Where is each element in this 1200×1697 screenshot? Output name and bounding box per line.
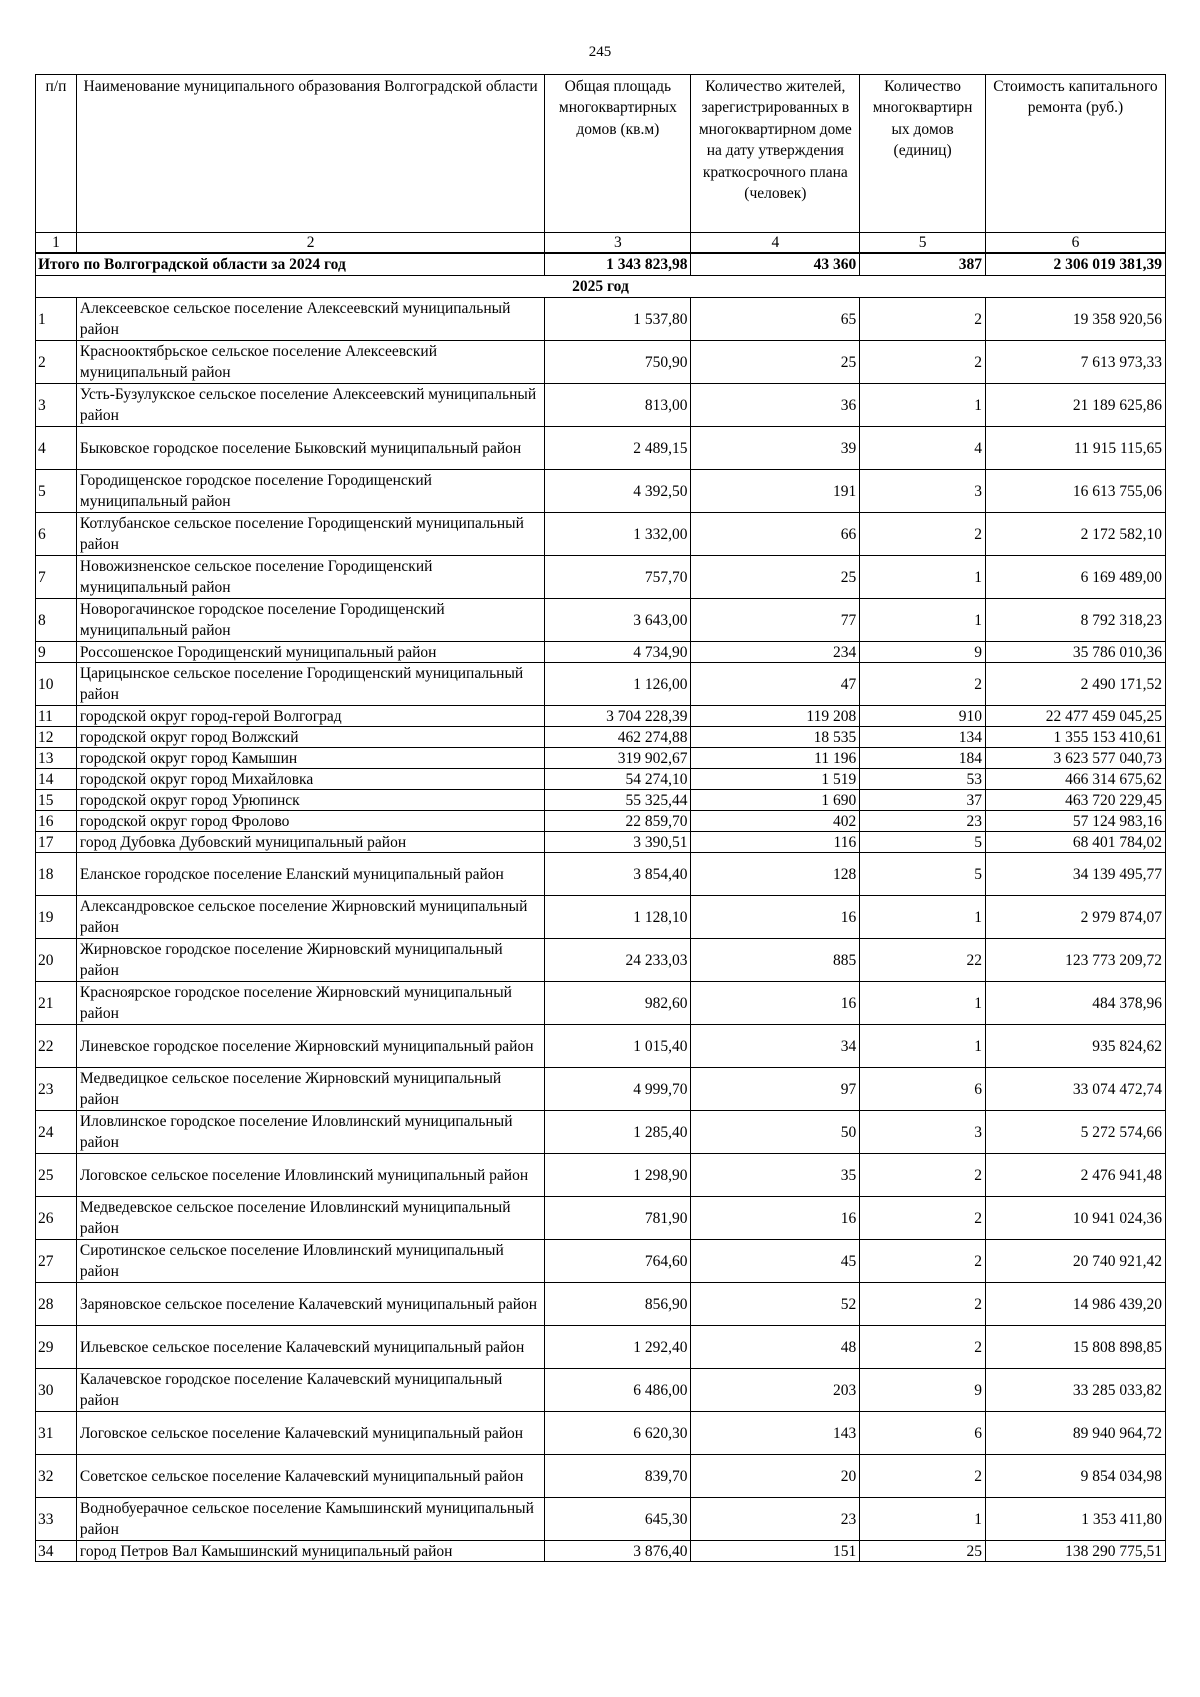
- row-cost: 3 623 577 040,73: [985, 748, 1165, 769]
- row-municipality: Заряновское сельское поселение Калачевский муниципальный район: [76, 1283, 544, 1326]
- row-area: 319 902,67: [545, 748, 691, 769]
- row-houses: 2: [860, 1326, 986, 1369]
- row-municipality: Красноярское городское поселение Жирновский муниципальный район: [76, 982, 544, 1025]
- capital-repair-table: [35, 74, 1166, 1562]
- row-number: 34: [36, 1541, 77, 1562]
- row-municipality: городской округ город Михайловка: [76, 769, 544, 790]
- row-area: 813,00: [545, 384, 691, 427]
- table-row: [36, 853, 1166, 896]
- column-number: 1: [36, 233, 77, 254]
- row-area: 55 325,44: [545, 790, 691, 811]
- row-residents: 143: [691, 1412, 860, 1455]
- row-residents: 116: [691, 832, 860, 853]
- header-residents: Количество жителей, зарегистрированных в многоквартирном доме на дату утверждения краткосрочного плана (человек): [691, 75, 860, 233]
- row-cost: 21 189 625,86: [985, 384, 1165, 427]
- total-houses: 387: [860, 253, 986, 276]
- row-residents: 16: [691, 982, 860, 1025]
- row-municipality: городской округ город Волжский: [76, 727, 544, 748]
- row-residents: 885: [691, 939, 860, 982]
- row-number: 13: [36, 748, 77, 769]
- row-houses: 2: [860, 1154, 986, 1197]
- row-houses: 1: [860, 599, 986, 642]
- table-row: [36, 599, 1166, 642]
- row-municipality: Калачевское городское поселение Калачевский муниципальный район: [76, 1369, 544, 1412]
- table-row: [36, 896, 1166, 939]
- table-row: [36, 427, 1166, 470]
- row-houses: 4: [860, 427, 986, 470]
- row-cost: 2 490 171,52: [985, 663, 1165, 706]
- row-houses: 2: [860, 663, 986, 706]
- table-row: [36, 1412, 1166, 1455]
- row-area: 54 274,10: [545, 769, 691, 790]
- row-houses: 5: [860, 832, 986, 853]
- row-residents: 52: [691, 1283, 860, 1326]
- column-number: 5: [860, 233, 986, 254]
- table-row: [36, 384, 1166, 427]
- column-number: 2: [76, 233, 544, 254]
- row-houses: 2: [860, 341, 986, 384]
- row-number: 10: [36, 663, 77, 706]
- row-cost: 2 476 941,48: [985, 1154, 1165, 1197]
- row-municipality: Алексеевское сельское поселение Алексеевский муниципальный район: [76, 298, 544, 341]
- row-municipality: Россошенское Городищенский муниципальный район: [76, 642, 544, 663]
- row-residents: 203: [691, 1369, 860, 1412]
- row-number: 32: [36, 1455, 77, 1498]
- row-residents: 39: [691, 427, 860, 470]
- row-residents: 23: [691, 1498, 860, 1541]
- column-number: 6: [985, 233, 1165, 254]
- row-cost: 33 285 033,82: [985, 1369, 1165, 1412]
- row-houses: 2: [860, 513, 986, 556]
- table-row: [36, 1111, 1166, 1154]
- row-houses: 23: [860, 811, 986, 832]
- table-row: [36, 1541, 1166, 1562]
- row-residents: 47: [691, 663, 860, 706]
- header-area: Общая площадь многоквартирных домов (кв.м): [545, 75, 691, 233]
- row-houses: 1: [860, 384, 986, 427]
- table-row: [36, 663, 1166, 706]
- total-row: [36, 253, 1166, 276]
- row-area: 781,90: [545, 1197, 691, 1240]
- row-number: 12: [36, 727, 77, 748]
- row-residents: 16: [691, 1197, 860, 1240]
- row-number: 8: [36, 599, 77, 642]
- header-houses: Количество многоквартирн ых домов (единиц): [860, 75, 986, 233]
- row-municipality: город Петров Вал Камышинский муниципальный район: [76, 1541, 544, 1562]
- row-number: 18: [36, 853, 77, 896]
- row-area: 1 298,90: [545, 1154, 691, 1197]
- row-municipality: городской округ город-герой Волгоград: [76, 706, 544, 727]
- row-area: 982,60: [545, 982, 691, 1025]
- row-area: 22 859,70: [545, 811, 691, 832]
- table-row: [36, 706, 1166, 727]
- row-municipality: Иловлинское городское поселение Иловлинский муниципальный район: [76, 1111, 544, 1154]
- page-number: 245: [588, 44, 612, 60]
- table-row: [36, 1240, 1166, 1283]
- row-cost: 15 808 898,85: [985, 1326, 1165, 1369]
- row-houses: 2: [860, 298, 986, 341]
- row-area: 1 292,40: [545, 1326, 691, 1369]
- row-residents: 50: [691, 1111, 860, 1154]
- row-residents: 1 690: [691, 790, 860, 811]
- row-municipality: Городищенское городское поселение Городищенский муниципальный район: [76, 470, 544, 513]
- row-cost: 14 986 439,20: [985, 1283, 1165, 1326]
- row-residents: 97: [691, 1068, 860, 1111]
- row-municipality: Ильевское сельское поселение Калачевский муниципальный район: [76, 1326, 544, 1369]
- row-houses: 5: [860, 853, 986, 896]
- row-area: 4 392,50: [545, 470, 691, 513]
- row-number: 31: [36, 1412, 77, 1455]
- row-residents: 25: [691, 556, 860, 599]
- row-houses: 22: [860, 939, 986, 982]
- row-municipality: Новорогачинское городское поселение Городищенский муниципальный район: [76, 599, 544, 642]
- year-row: [36, 276, 1166, 298]
- row-area: 3 854,40: [545, 853, 691, 896]
- row-houses: 2: [860, 1197, 986, 1240]
- row-residents: 402: [691, 811, 860, 832]
- row-houses: 9: [860, 642, 986, 663]
- row-number: 23: [36, 1068, 77, 1111]
- row-number: 9: [36, 642, 77, 663]
- row-houses: 37: [860, 790, 986, 811]
- row-houses: 1: [860, 982, 986, 1025]
- row-residents: 77: [691, 599, 860, 642]
- row-number: 15: [36, 790, 77, 811]
- table-row: [36, 939, 1166, 982]
- row-houses: 6: [860, 1412, 986, 1455]
- row-residents: 119 208: [691, 706, 860, 727]
- row-area: 764,60: [545, 1240, 691, 1283]
- row-municipality: городской округ город Фролово: [76, 811, 544, 832]
- row-municipality: городской округ город Урюпинск: [76, 790, 544, 811]
- row-cost: 35 786 010,36: [985, 642, 1165, 663]
- row-cost: 6 169 489,00: [985, 556, 1165, 599]
- row-number: 22: [36, 1025, 77, 1068]
- row-municipality: Краснооктябрьское сельское поселение Алексеевский муниципальный район: [76, 341, 544, 384]
- row-number: 19: [36, 896, 77, 939]
- row-area: 3 704 228,39: [545, 706, 691, 727]
- row-cost: 2 172 582,10: [985, 513, 1165, 556]
- header-municipality: Наименование муниципального образования Волгоградской области: [76, 75, 544, 233]
- table-row: [36, 832, 1166, 853]
- row-municipality: Линевское городское поселение Жирновский муниципальный район: [76, 1025, 544, 1068]
- row-residents: 35: [691, 1154, 860, 1197]
- table-row: [36, 1369, 1166, 1412]
- row-residents: 45: [691, 1240, 860, 1283]
- row-cost: 463 720 229,45: [985, 790, 1165, 811]
- row-residents: 34: [691, 1025, 860, 1068]
- row-number: 25: [36, 1154, 77, 1197]
- row-municipality: Новожизненское сельское поселение Городищенский муниципальный район: [76, 556, 544, 599]
- row-area: 645,30: [545, 1498, 691, 1541]
- row-area: 839,70: [545, 1455, 691, 1498]
- row-cost: 16 613 755,06: [985, 470, 1165, 513]
- row-number: 28: [36, 1283, 77, 1326]
- row-houses: 134: [860, 727, 986, 748]
- row-area: 856,90: [545, 1283, 691, 1326]
- row-residents: 66: [691, 513, 860, 556]
- row-area: 1 126,00: [545, 663, 691, 706]
- row-area: 3 643,00: [545, 599, 691, 642]
- row-houses: 2: [860, 1283, 986, 1326]
- row-cost: 33 074 472,74: [985, 1068, 1165, 1111]
- row-municipality: Медведицкое сельское поселение Жирновский муниципальный район: [76, 1068, 544, 1111]
- header-row: [36, 75, 1166, 233]
- row-residents: 11 196: [691, 748, 860, 769]
- row-area: 1 015,40: [545, 1025, 691, 1068]
- row-municipality: город Дубовка Дубовский муниципальный район: [76, 832, 544, 853]
- row-residents: 65: [691, 298, 860, 341]
- row-cost: 20 740 921,42: [985, 1240, 1165, 1283]
- table-row: [36, 298, 1166, 341]
- row-municipality: Царицынское сельское поселение Городищенский муниципальный район: [76, 663, 544, 706]
- row-houses: 910: [860, 706, 986, 727]
- row-cost: 935 824,62: [985, 1025, 1165, 1068]
- header-number: п/п: [36, 75, 77, 233]
- row-area: 24 233,03: [545, 939, 691, 982]
- row-area: 6 486,00: [545, 1369, 691, 1412]
- row-municipality: Жирновское городское поселение Жирновский муниципальный район: [76, 939, 544, 982]
- row-cost: 138 290 775,51: [985, 1541, 1165, 1562]
- row-houses: 25: [860, 1541, 986, 1562]
- row-municipality: Усть-Бузулукское сельское поселение Алексеевский муниципальный район: [76, 384, 544, 427]
- row-number: 6: [36, 513, 77, 556]
- column-numbers-row: [36, 233, 1166, 254]
- row-cost: 484 378,96: [985, 982, 1165, 1025]
- row-cost: 34 139 495,77: [985, 853, 1165, 896]
- row-cost: 8 792 318,23: [985, 599, 1165, 642]
- row-cost: 10 941 024,36: [985, 1197, 1165, 1240]
- row-residents: 25: [691, 341, 860, 384]
- row-number: 27: [36, 1240, 77, 1283]
- row-residents: 151: [691, 1541, 860, 1562]
- total-cost: 2 306 019 381,39: [985, 253, 1165, 276]
- row-municipality: Медведевское сельское поселение Иловлинский муниципальный район: [76, 1197, 544, 1240]
- row-cost: 19 358 920,56: [985, 298, 1165, 341]
- row-municipality: Логовское сельское поселение Иловлинский муниципальный район: [76, 1154, 544, 1197]
- row-residents: 36: [691, 384, 860, 427]
- row-houses: 1: [860, 896, 986, 939]
- row-municipality: Александровское сельское поселение Жирновский муниципальный район: [76, 896, 544, 939]
- row-number: 14: [36, 769, 77, 790]
- row-number: 1: [36, 298, 77, 341]
- row-number: 33: [36, 1498, 77, 1541]
- table-row: [36, 1197, 1166, 1240]
- row-houses: 1: [860, 1498, 986, 1541]
- row-houses: 2: [860, 1455, 986, 1498]
- table-row: [36, 769, 1166, 790]
- row-cost: 68 401 784,02: [985, 832, 1165, 853]
- row-area: 6 620,30: [545, 1412, 691, 1455]
- row-number: 4: [36, 427, 77, 470]
- row-area: 1 332,00: [545, 513, 691, 556]
- row-area: 757,70: [545, 556, 691, 599]
- row-cost: 11 915 115,65: [985, 427, 1165, 470]
- table-row: [36, 513, 1166, 556]
- table-row: [36, 1025, 1166, 1068]
- row-number: 24: [36, 1111, 77, 1154]
- table-row: [36, 642, 1166, 663]
- row-municipality: Сиротинское сельское поселение Иловлинский муниципальный район: [76, 1240, 544, 1283]
- total-residents: 43 360: [691, 253, 860, 276]
- row-cost: 9 854 034,98: [985, 1455, 1165, 1498]
- row-cost: 1 353 411,80: [985, 1498, 1165, 1541]
- row-residents: 16: [691, 896, 860, 939]
- table-row: [36, 1455, 1166, 1498]
- table-row: [36, 727, 1166, 748]
- row-area: 2 489,15: [545, 427, 691, 470]
- row-number: 7: [36, 556, 77, 599]
- row-area: 750,90: [545, 341, 691, 384]
- row-cost: 1 355 153 410,61: [985, 727, 1165, 748]
- total-label: Итого по Волгоградской области за 2024 год: [36, 253, 545, 276]
- row-municipality: Еланское городское поселение Еланский муниципальный район: [76, 853, 544, 896]
- row-number: 11: [36, 706, 77, 727]
- row-residents: 191: [691, 470, 860, 513]
- row-cost: 466 314 675,62: [985, 769, 1165, 790]
- row-number: 20: [36, 939, 77, 982]
- table-row: [36, 470, 1166, 513]
- row-number: 3: [36, 384, 77, 427]
- table-row: [36, 556, 1166, 599]
- row-municipality: Быковское городское поселение Быковский муниципальный район: [76, 427, 544, 470]
- table-row: [36, 1283, 1166, 1326]
- row-houses: 6: [860, 1068, 986, 1111]
- total-area: 1 343 823,98: [545, 253, 691, 276]
- column-number: 3: [545, 233, 691, 254]
- row-number: 5: [36, 470, 77, 513]
- row-residents: 20: [691, 1455, 860, 1498]
- row-area: 3 876,40: [545, 1541, 691, 1562]
- table-row: [36, 982, 1166, 1025]
- row-houses: 53: [860, 769, 986, 790]
- row-residents: 234: [691, 642, 860, 663]
- row-number: 30: [36, 1369, 77, 1412]
- row-houses: 3: [860, 1111, 986, 1154]
- row-houses: 2: [860, 1240, 986, 1283]
- row-cost: 57 124 983,16: [985, 811, 1165, 832]
- row-area: 462 274,88: [545, 727, 691, 748]
- row-area: 4 734,90: [545, 642, 691, 663]
- row-houses: 9: [860, 1369, 986, 1412]
- row-residents: 48: [691, 1326, 860, 1369]
- row-municipality: Советское сельское поселение Калачевский муниципальный район: [76, 1455, 544, 1498]
- row-residents: 1 519: [691, 769, 860, 790]
- year-label: 2025 год: [36, 276, 1166, 298]
- row-houses: 1: [860, 556, 986, 599]
- row-houses: 3: [860, 470, 986, 513]
- row-number: 16: [36, 811, 77, 832]
- table-row: [36, 1498, 1166, 1541]
- table-row: [36, 748, 1166, 769]
- table-row: [36, 1154, 1166, 1197]
- row-municipality: Логовское сельское поселение Калачевский муниципальный район: [76, 1412, 544, 1455]
- row-houses: 1: [860, 1025, 986, 1068]
- row-municipality: Воднобуерачное сельское поселение Камышинский муниципальный район: [76, 1498, 544, 1541]
- row-area: 1 537,80: [545, 298, 691, 341]
- column-number: 4: [691, 233, 860, 254]
- row-number: 17: [36, 832, 77, 853]
- row-area: 1 285,40: [545, 1111, 691, 1154]
- table-row: [36, 790, 1166, 811]
- row-cost: 89 940 964,72: [985, 1412, 1165, 1455]
- row-municipality: Котлубанское сельское поселение Городищенский муниципальный район: [76, 513, 544, 556]
- header-cost: Стоимость капитального ремонта (руб.): [985, 75, 1165, 233]
- row-area: 3 390,51: [545, 832, 691, 853]
- row-houses: 184: [860, 748, 986, 769]
- row-residents: 18 535: [691, 727, 860, 748]
- row-area: 4 999,70: [545, 1068, 691, 1111]
- row-area: 1 128,10: [545, 896, 691, 939]
- row-cost: 22 477 459 045,25: [985, 706, 1165, 727]
- row-residents: 128: [691, 853, 860, 896]
- table-row: [36, 1068, 1166, 1111]
- table-row: [36, 341, 1166, 384]
- row-number: 29: [36, 1326, 77, 1369]
- row-number: 21: [36, 982, 77, 1025]
- row-cost: 7 613 973,33: [985, 341, 1165, 384]
- row-cost: 5 272 574,66: [985, 1111, 1165, 1154]
- row-number: 2: [36, 341, 77, 384]
- row-cost: 2 979 874,07: [985, 896, 1165, 939]
- row-number: 26: [36, 1197, 77, 1240]
- table-row: [36, 811, 1166, 832]
- table-row: [36, 1326, 1166, 1369]
- row-municipality: городской округ город Камышин: [76, 748, 544, 769]
- row-cost: 123 773 209,72: [985, 939, 1165, 982]
